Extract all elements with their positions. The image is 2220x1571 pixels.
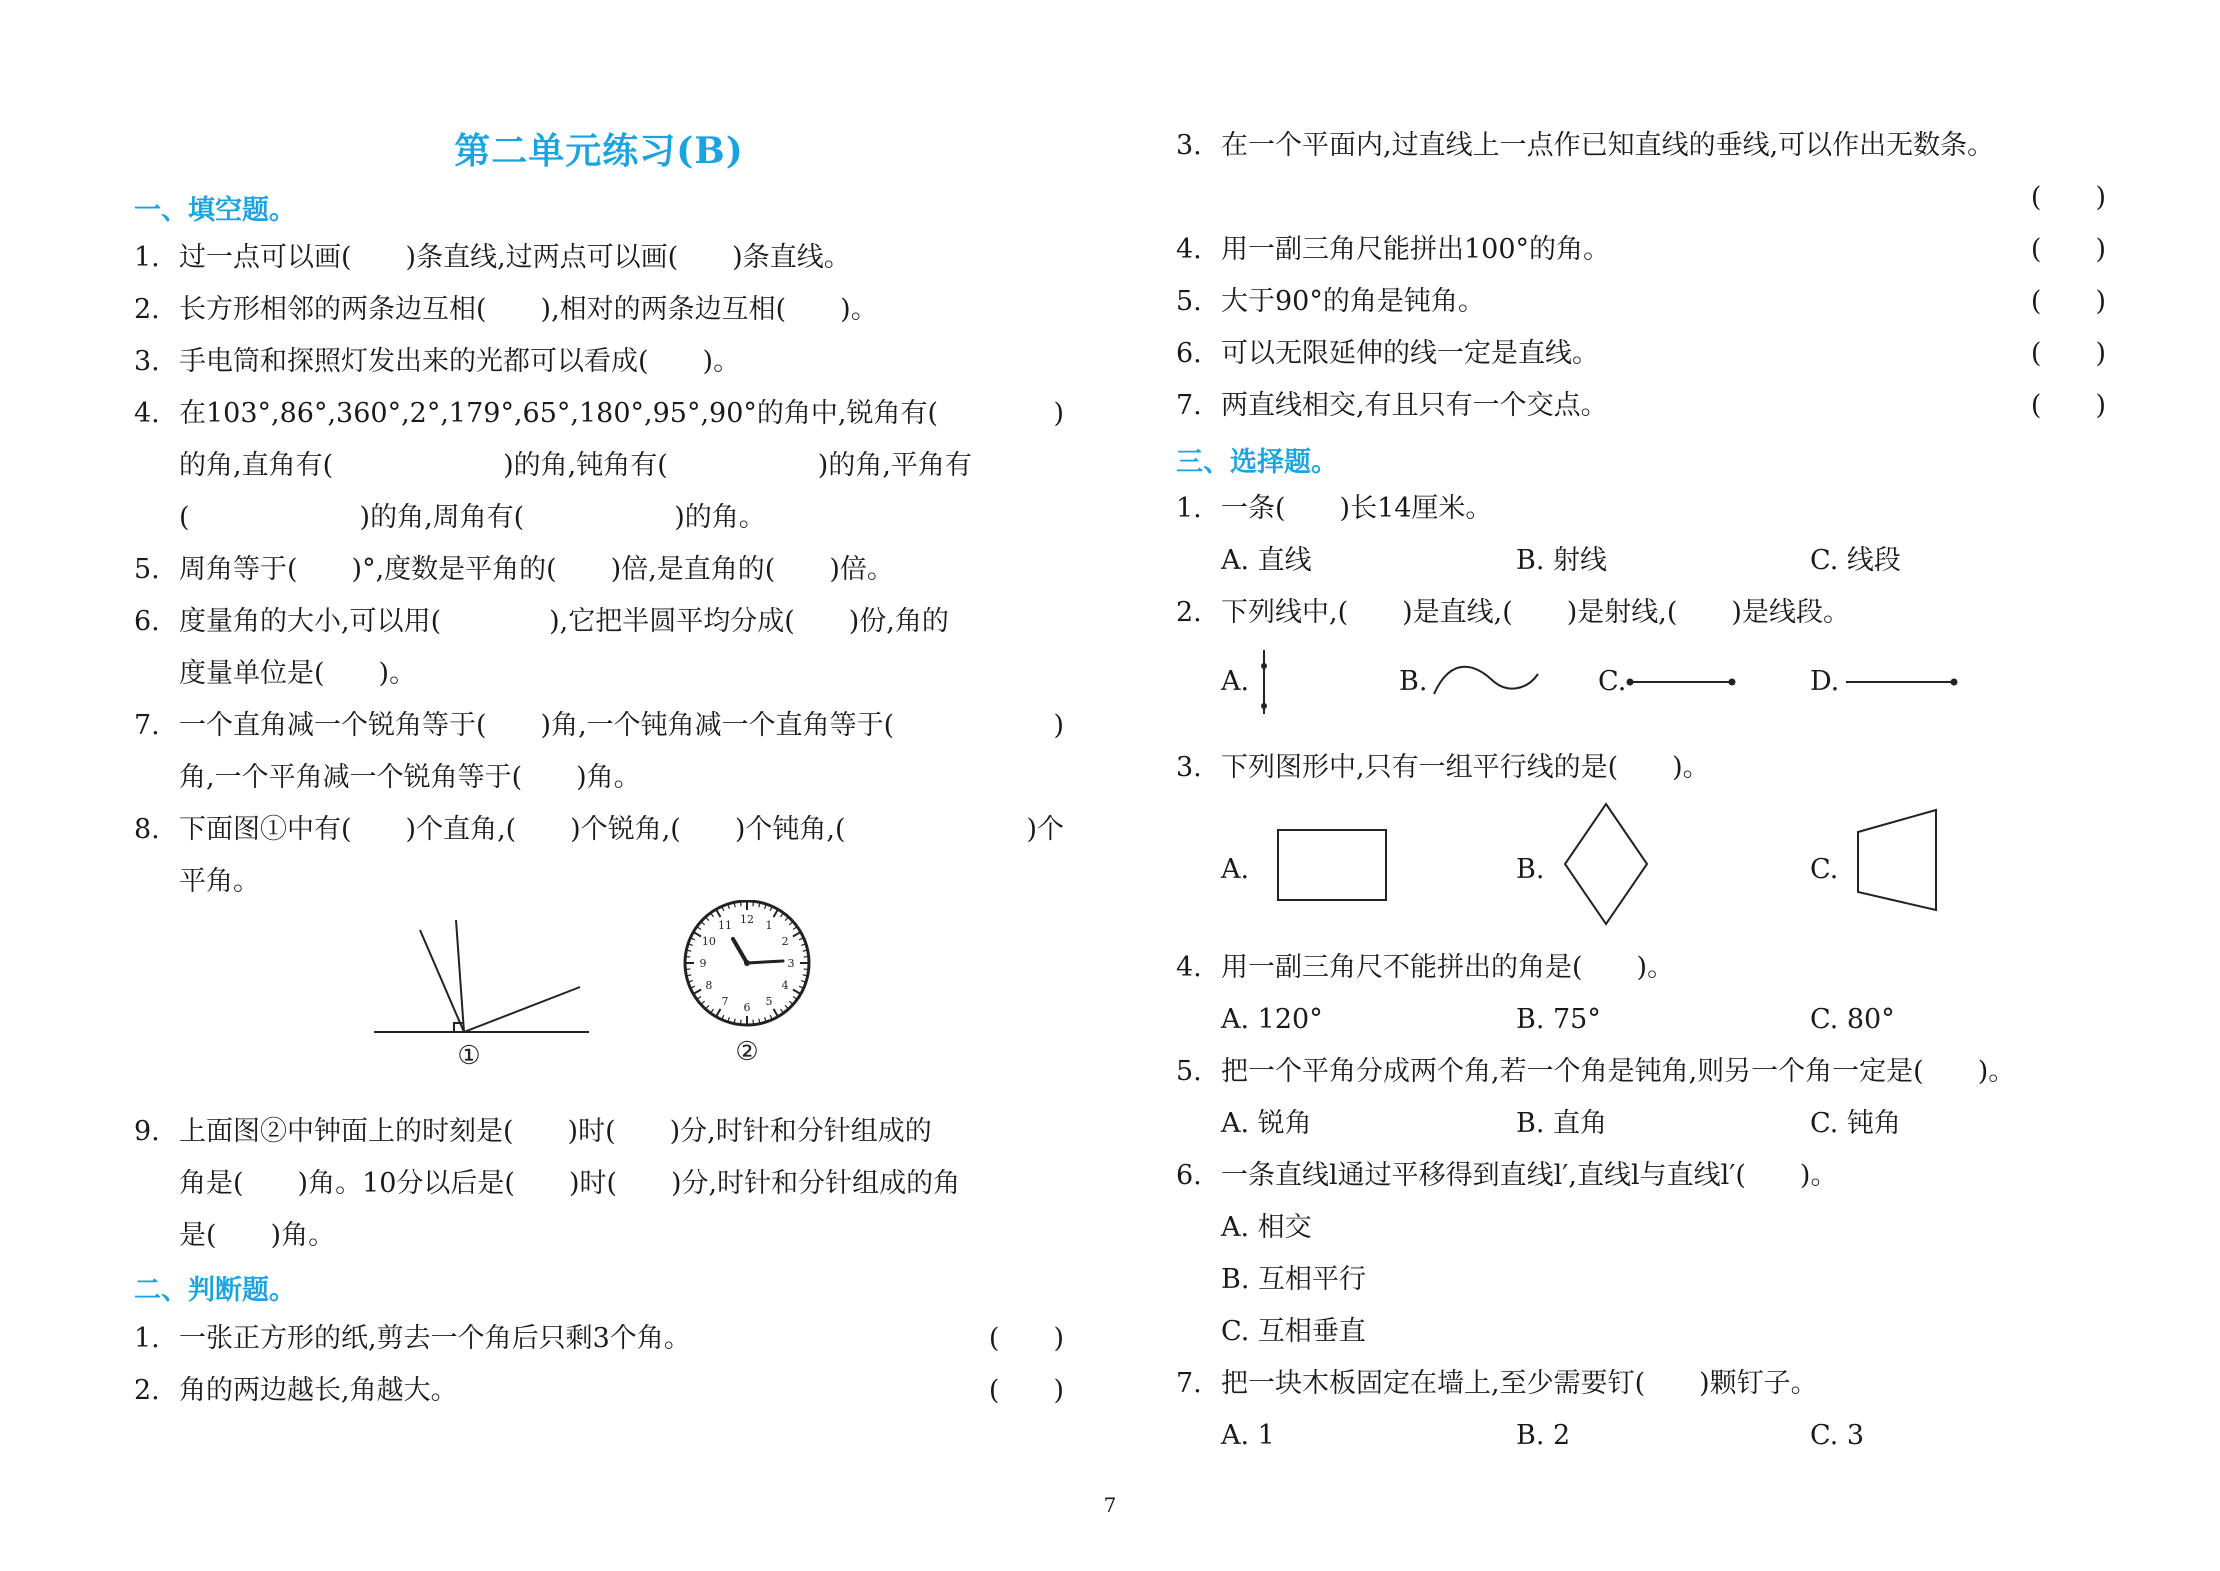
question-number: 3. xyxy=(1176,752,1202,783)
question-1-9 xyxy=(134,1115,1064,1149)
clock-tick xyxy=(804,957,809,958)
answer-paren-end: )个 xyxy=(1026,814,1064,845)
answer-paren: ( ) xyxy=(988,1375,1064,1406)
question-3-2 xyxy=(1176,596,2106,630)
question-number: 1. xyxy=(134,1323,160,1354)
question-2-7 xyxy=(1176,389,2106,423)
question-number: 4. xyxy=(134,398,160,429)
clock-number: 8 xyxy=(705,979,713,992)
clock-tick xyxy=(693,990,701,995)
section-heading-judge: 二、判断题。 xyxy=(134,1275,296,1306)
figure-ray xyxy=(1844,672,1959,692)
answer-paren: ( ) xyxy=(988,1323,1064,1354)
question-number: 3. xyxy=(134,346,160,377)
page-title: 第二单元练习(B) xyxy=(454,130,744,172)
question-number: 2. xyxy=(134,1375,160,1406)
clock-tick xyxy=(693,932,701,937)
question-1-3 xyxy=(134,345,1064,379)
clock-tick xyxy=(701,1001,705,1004)
clock-tick xyxy=(753,1020,754,1025)
answer-paren-end: ) xyxy=(1053,710,1064,741)
question-text: 一个直角减一个锐角等于( )角,一个钝角减一个直角等于( xyxy=(179,710,895,741)
question-1-4-line2 xyxy=(179,449,1064,483)
question-1-2 xyxy=(134,293,1064,327)
question-2-4 xyxy=(1176,233,2106,267)
option-a: A. 120° xyxy=(1221,1004,1323,1035)
question-2-3 xyxy=(1176,129,2106,163)
question-text: 长方形相邻的两条边互相( ),相对的两条边互相( )。 xyxy=(179,294,878,325)
question-3-6 xyxy=(1176,1159,2106,1193)
clock-tick xyxy=(789,922,793,925)
question-1-8-line2: 平角。 xyxy=(179,866,260,897)
option-c: C. xyxy=(1598,666,1627,697)
question-1-4-line3 xyxy=(179,501,1109,535)
question-text: 下列线中,( )是直线,( )是射线,( )是线段。 xyxy=(1221,597,1850,628)
question-text: 度量角的大小,可以用( ),它把半圆平均分成( )份,角的 xyxy=(179,606,949,637)
question-1-6 xyxy=(134,605,1064,639)
clock-tick xyxy=(685,957,690,958)
figure-rectangle xyxy=(1276,828,1391,906)
section-heading-choice: 三、选择题。 xyxy=(1176,447,1338,478)
question-text: )的角。 xyxy=(674,502,766,533)
question-number: 8. xyxy=(134,814,160,845)
clock-tick xyxy=(716,1009,721,1017)
clock-number: 11 xyxy=(718,918,732,932)
question-number: 6. xyxy=(1176,338,1202,369)
answer-paren: ( ) xyxy=(2030,286,2106,317)
clock-tick xyxy=(685,969,690,970)
answer-paren-end: ) xyxy=(1053,398,1064,429)
question-1-4 xyxy=(134,397,1064,431)
clock-tick xyxy=(793,990,801,995)
clock-tick xyxy=(774,1009,779,1017)
question-3-5 xyxy=(1176,1055,2106,1089)
question-text: ( xyxy=(179,502,190,533)
figure-rhombus xyxy=(1561,802,1651,926)
question-number: 3. xyxy=(1176,130,1202,161)
clock-tick xyxy=(753,901,754,906)
clock-tick xyxy=(741,901,742,906)
question-3-1 xyxy=(1176,492,2106,526)
question-1-6-line2: 度量单位是( )。 xyxy=(179,658,417,689)
question-number: 1. xyxy=(1176,493,1202,524)
question-text: 用一副三角尺不能拼出的角是( )。 xyxy=(1221,952,1675,983)
question-text: 可以无限延伸的线一定是直线。 xyxy=(1221,338,1599,369)
question-1-8 xyxy=(134,813,1064,847)
page-number: 7 xyxy=(1103,1493,1117,1517)
question-text: 角的两边越长,角越大。 xyxy=(179,1375,458,1406)
question-1-7 xyxy=(134,709,1064,743)
question-number: 2. xyxy=(1176,597,1202,628)
minute-hand xyxy=(747,961,783,963)
question-1-9-line2: 角是( )角。10分以后是( )时( )分,时针和分针组成的角 xyxy=(179,1168,961,1199)
question-number: 1. xyxy=(134,242,160,273)
question-text: 的角,直角有( xyxy=(179,450,334,481)
clock-number: 2 xyxy=(781,935,789,948)
option-a: A. 1 xyxy=(1221,1420,1275,1451)
question-text: 把一个平角分成两个角,若一个角是钝角,则另一个角一定是( )。 xyxy=(1221,1056,2016,1087)
clock-number: 5 xyxy=(765,995,773,1009)
question-number: 7. xyxy=(1176,390,1202,421)
clock-tick xyxy=(785,1005,788,1009)
option-a: A. xyxy=(1221,854,1250,885)
answer-paren: ( ) xyxy=(2030,234,2106,265)
option-c: C. xyxy=(1810,854,1839,885)
figure-segment-vertical xyxy=(1254,648,1274,718)
question-text: 在103°,86°,360°,2°,179°,65°,180°,95°,90°的角中,锐角有( xyxy=(179,398,939,429)
clock-number: 6 xyxy=(743,1001,751,1014)
option-a: A. xyxy=(1221,666,1250,697)
question-text: 下列图形中,只有一组平行线的是( )。 xyxy=(1221,752,1710,783)
option-c: C. 线段 xyxy=(1810,545,1901,576)
option-a: A. 直线 xyxy=(1221,545,1312,576)
clock-number: 1 xyxy=(765,918,773,932)
option-b: B. xyxy=(1399,666,1428,697)
question-number: 7. xyxy=(1176,1368,1202,1399)
question-3-4 xyxy=(1176,951,2106,985)
figure-1-label: ① xyxy=(457,1041,481,1070)
figure-curve xyxy=(1432,660,1542,700)
figure-trapezoid xyxy=(1856,808,1941,914)
clock-number: 4 xyxy=(781,979,789,992)
question-number: 6. xyxy=(1176,1160,1202,1191)
question-text: 上面图②中钟面上的时刻是( )时( )分,时针和分针组成的 xyxy=(179,1116,932,1147)
question-number: 5. xyxy=(1176,286,1202,317)
question-text: 手电筒和探照灯发出来的光都可以看成( )。 xyxy=(179,346,741,377)
clock-tick xyxy=(785,917,788,921)
question-text: 大于90°的角是钝角。 xyxy=(1221,286,1485,317)
question-1-9-line3: 是( )角。 xyxy=(179,1220,336,1251)
question-number: 4. xyxy=(1176,234,1202,265)
figure-clock xyxy=(682,900,822,1072)
question-1-1 xyxy=(134,241,1064,275)
option-b: B. 射线 xyxy=(1516,545,1608,576)
question-text: 一条( )长14厘米。 xyxy=(1221,493,1493,524)
question-text: 过一点可以画( )条直线,过两点可以画( )条直线。 xyxy=(179,242,851,273)
clock-tick xyxy=(804,969,809,970)
clock-tick xyxy=(706,917,709,921)
question-3-7 xyxy=(1176,1367,2106,1401)
section-heading-fill-blank: 一、填空题。 xyxy=(134,195,296,226)
clock-tick xyxy=(716,909,721,917)
option-b: B. xyxy=(1516,854,1545,885)
option-b: B. 直角 xyxy=(1516,1108,1608,1139)
clock-tick xyxy=(701,922,705,925)
question-text: 两直线相交,有且只有一个交点。 xyxy=(1221,390,1608,421)
answer-paren: ( ) xyxy=(2030,390,2106,421)
option-c: C. 互相垂直 xyxy=(1221,1316,1366,1347)
question-text: )的角,钝角有( xyxy=(503,450,668,481)
option-c: C. 钝角 xyxy=(1810,1108,1901,1139)
option-a: A. 锐角 xyxy=(1221,1108,1312,1139)
question-text: )的角,平角有 xyxy=(817,450,972,481)
hour-hand xyxy=(733,939,747,963)
clock-number: 10 xyxy=(701,935,716,948)
clock-tick xyxy=(706,1005,709,1009)
question-number: 5. xyxy=(134,554,160,585)
clock-tick xyxy=(774,909,779,917)
question-1-7-line2: 角,一个平角减一个锐角等于( )角。 xyxy=(179,762,641,793)
question-text: 下面图①中有( )个直角,( )个锐角,( )个钝角,( xyxy=(179,814,846,845)
question-number: 2. xyxy=(134,294,160,325)
question-3-3 xyxy=(1176,751,2106,785)
question-text: 把一块木板固定在墙上,至少需要钉( )颗钉子。 xyxy=(1221,1368,1818,1399)
question-number: 6. xyxy=(134,606,160,637)
question-text: 用一副三角尺能拼出100°的角。 xyxy=(1221,234,1611,265)
question-text: 周角等于( )°,度数是平角的( )倍,是直角的( )倍。 xyxy=(179,554,894,585)
option-c: C. 80° xyxy=(1810,1004,1895,1035)
option-b: B. 2 xyxy=(1516,1420,1571,1451)
option-c: C. 3 xyxy=(1810,1420,1865,1451)
clock-tick xyxy=(741,1020,742,1025)
clock-tick xyxy=(793,932,801,937)
figure-2-label: ② xyxy=(735,1037,759,1067)
clock-number: 9 xyxy=(699,957,707,970)
option-b: B. 互相平行 xyxy=(1221,1264,1367,1295)
clock-tick xyxy=(789,1001,793,1004)
question-text: 在一个平面内,过直线上一点作已知直线的垂线,可以作出无数条。 xyxy=(1221,130,1995,161)
clock-number: 12 xyxy=(740,913,754,926)
answer-paren: ( ) xyxy=(2030,338,2106,369)
question-2-1 xyxy=(134,1322,1064,1356)
ray-3 xyxy=(464,987,580,1032)
figure-line-segment xyxy=(1626,672,1736,692)
question-2-2 xyxy=(134,1374,1064,1408)
question-text: )的角,周角有( xyxy=(359,502,525,533)
option-b: B. 75° xyxy=(1516,1004,1601,1035)
clock-number: 3 xyxy=(787,957,795,970)
clock-center xyxy=(744,960,750,966)
option-a: A. 相交 xyxy=(1221,1212,1312,1243)
question-number: 7. xyxy=(134,710,160,741)
question-1-5 xyxy=(134,553,1064,587)
question-2-6 xyxy=(1176,337,2106,371)
clock-number: 7 xyxy=(721,995,729,1009)
question-number: 9. xyxy=(134,1116,160,1147)
question-text: 一张正方形的纸,剪去一个角后只剩3个角。 xyxy=(179,1323,691,1354)
answer-paren: ( ) xyxy=(2030,182,2106,213)
question-2-5 xyxy=(1176,285,2106,319)
question-number: 4. xyxy=(1176,952,1202,983)
question-text: 一条直线l通过平移得到直线l′,直线l与直线l′( )。 xyxy=(1221,1160,1838,1191)
question-number: 5. xyxy=(1176,1056,1202,1087)
option-d: D. xyxy=(1810,666,1840,697)
